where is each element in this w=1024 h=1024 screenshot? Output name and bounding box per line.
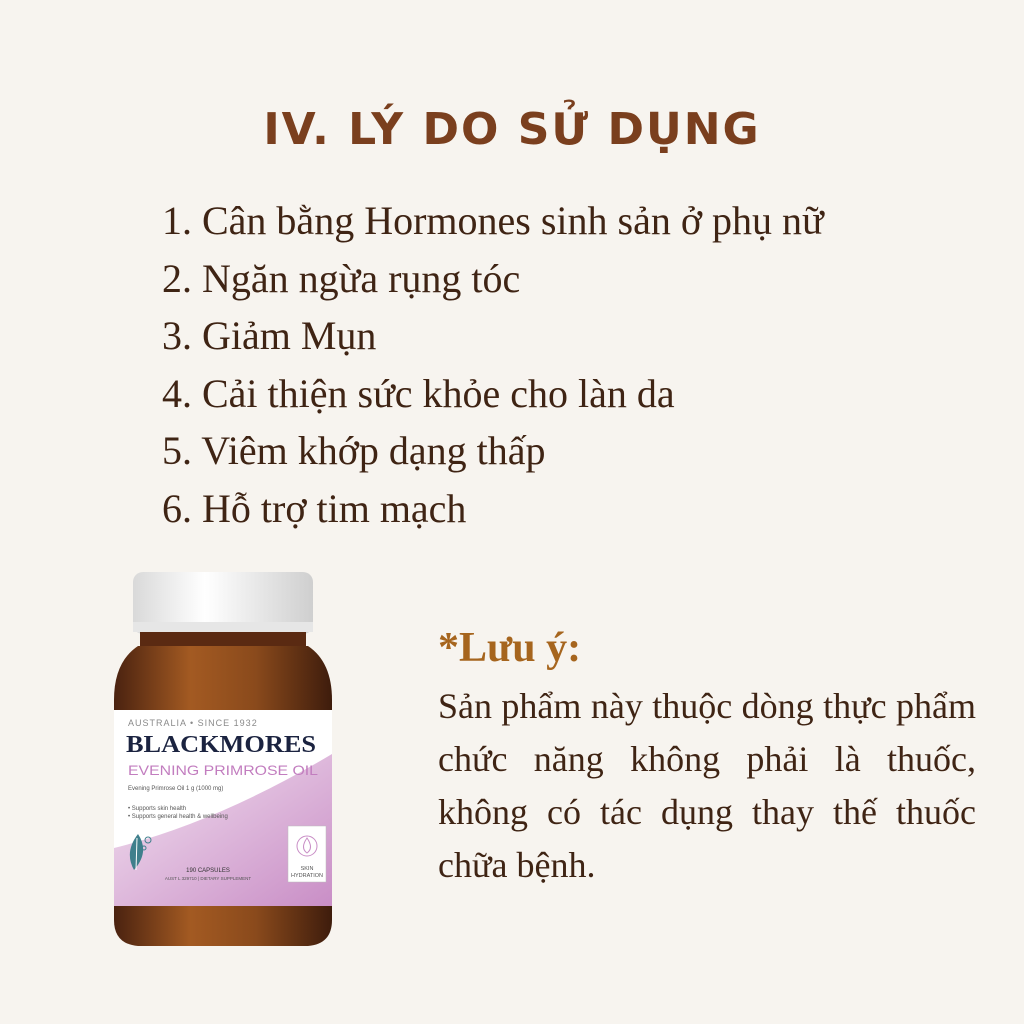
badge-text: HYDRATION [291, 873, 323, 879]
label-count: 190 CAPSULES [186, 868, 230, 874]
reason-item: 5. Viêm khớp dạng thấp [162, 428, 546, 473]
page-heading: IV. LÝ DO SỬ DỤNG [263, 104, 761, 155]
label-dose: Evening Primrose Oil 1 g (1000 mg) [128, 786, 224, 792]
label-product-name: EVENING PRIMROSE OIL [128, 762, 319, 778]
note-title: *Lưu ý: [438, 625, 582, 671]
label-registration: AUST L 329710 | DIETARY SUPPLEMENT [164, 876, 252, 881]
label-benefit: • Supports general health & wellbeing [128, 814, 228, 820]
reason-item: 1. Cân bằng Hormones sinh sản ở phụ nữ [162, 198, 824, 243]
note-body: Sản phẩm này thuộc dòng thực phẩm chức năng không phải là thuốc, không có tác dụng thay thế thuốc chữa bệnh. [438, 686, 976, 885]
label-origin: AUSTRALIA • SINCE 1932 [128, 718, 258, 728]
reason-item: 4. Cải thiện sức khỏe cho làn da [162, 370, 675, 416]
reason-item: 3. Giảm Mụn [162, 313, 377, 358]
reason-item: 2. Ngăn ngừa rụng tóc [162, 255, 521, 301]
label-benefit: • Supports skin health [128, 806, 187, 812]
badge-text: SKIN [300, 866, 314, 872]
label-brand: BLACKMORES [126, 732, 316, 758]
reasons-list [162, 192, 824, 537]
product-bottle-image [108, 570, 340, 950]
reason-item: 6. Hỗ trợ tim mạch [162, 485, 467, 531]
